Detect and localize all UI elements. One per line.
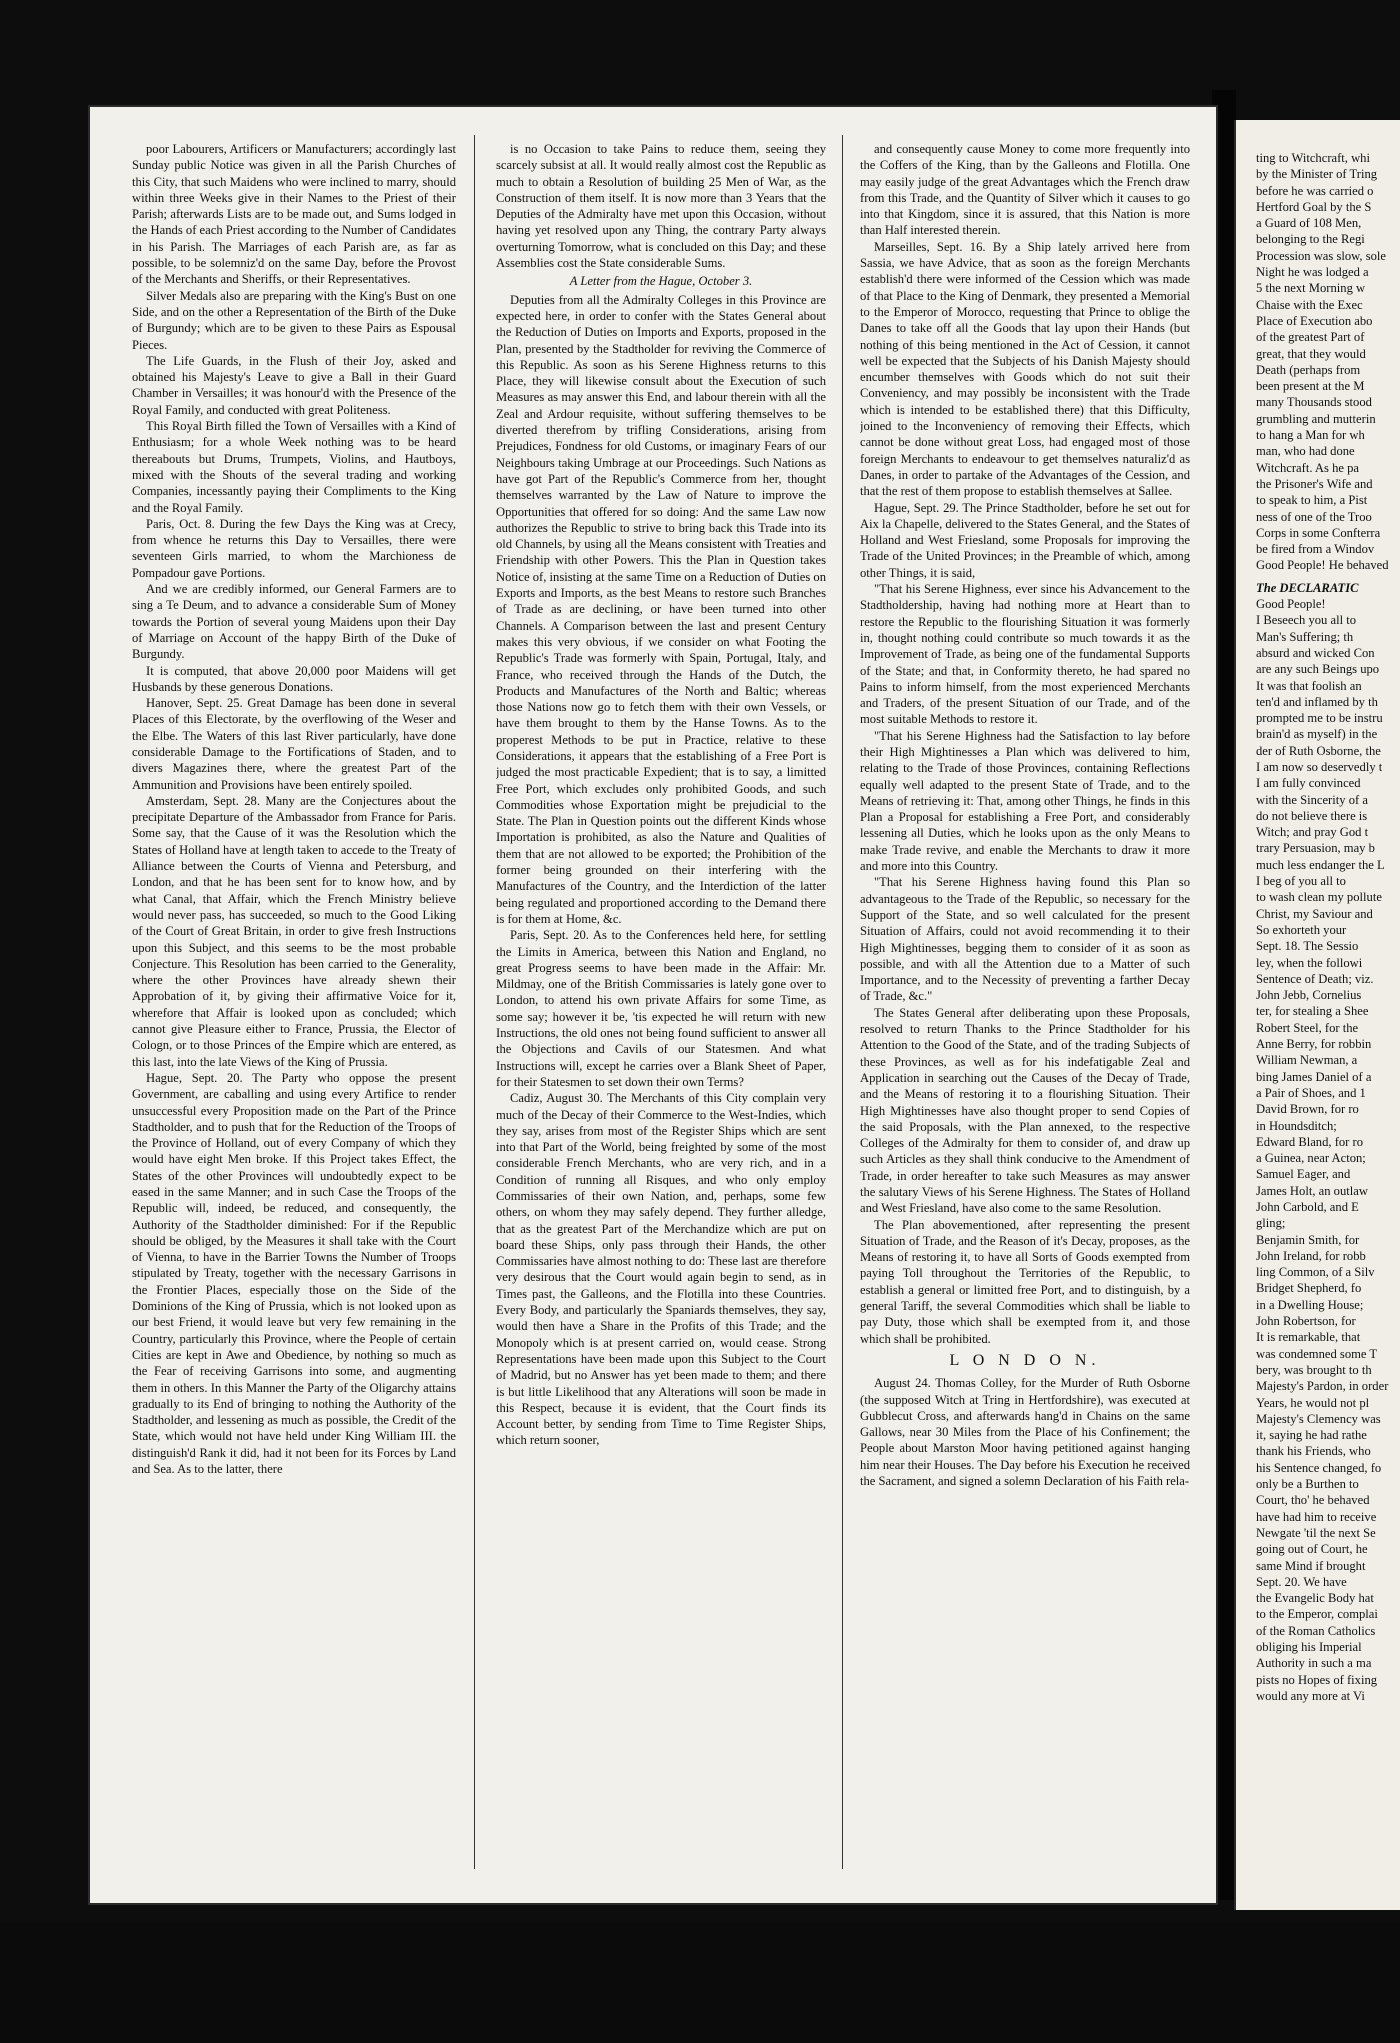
paragraph: And we are credibly informed, our General Farmers are to sing a Te Deum, and to advance a considerable Sum of Money towards the Portion of several young Maidens upon their Day of Marriage on Account of the happy Birth of the Duke of Burgundy. [132, 582, 456, 662]
column-middle [496, 141, 826, 1869]
paragraph: Hague, Sept. 29. The Prince Stadtholder, before he set out for Aix la Chapelle, delivered to the States General, and the States of Holland and West Friesland, some Proposals for improving the Trade of the United Provinces; in the Preamble of which, among other Things, it is said, [860, 500, 1190, 580]
fragment-line: Sentence of Death; viz. [1256, 971, 1374, 986]
fragment-line: would any more at Vi [1256, 1688, 1365, 1703]
paragraph: poor Labourers, Artificers or Manufacturers; accordingly last Sunday public Notice was given in all the Parish Churches of this City, that such Maidens who were inclined to marry, should within three Weeks give in their Names to the Priest of their Parish; afterwards Lists are to be made out, and Sums lodged in the Hands of each Priest according to the Number of Candidates in his Parish. The Marriages of each Parish are, as far as possible, to be solemniz'd on the same Day, before the Provost of the Merchants and Sheriffs, or their Representatives. [132, 142, 456, 287]
fragment-line: Corps in some Confterra [1256, 525, 1381, 540]
fragment-line: der of Ruth Osborne, the [1256, 743, 1381, 758]
scan-background [0, 1923, 1400, 2043]
fragment-line: of the Roman Catholics [1256, 1623, 1376, 1638]
fragment-line: a Pair of Shoes, and 1 [1256, 1085, 1366, 1100]
column-rule [842, 135, 843, 1869]
fragment-line: brain'd as myself) in the [1256, 727, 1378, 742]
fragment-line: So exhorteth your [1256, 922, 1347, 937]
fragment-line: belonging to the Regi [1256, 232, 1365, 247]
paragraph: Hanover, Sept. 25. Great Damage has been done in several Places of this Electorate, by the overflowing of the Weser and the Elbe. The Waters of this last River particularly, have done considerable Damage to the Fortifications of Staden, and to divers Magazines there, where the greatest Part of the Ammunition and Provisions have been entirely spoiled. [132, 696, 456, 792]
fragment-line: Newgate 'til the next Se [1256, 1525, 1376, 1540]
paragraph: Cadiz, August 30. The Merchants of this City complain very much of the Decay of their Commerce to the West-Indies, which they say, arises from most of the Register Ships which are sent into that Part of the World, being freighted by some of the most considerable French Merchants, who are very rich, and in a Condition of running all Risques, and who only employ Commissaries of their own Nation, and, perhaps, some few others, on whom they may safely depend. They further alledge, that as the greatest Part of the Merchandize which are put on board these Ships, only pass through their Hands, the other Commissaries have almost nothing to do: These last are therefore very desirous that the Court would again begin to send, as in Times past, the Galleons, and the Flotilla into these Countries. Every Body, and particularly the Spaniards themselves, they say, would then have a Share in the Profits of this Trade; and the Monopoly which is at present carried on, would cease. Strong Representations have been made upon this Subject to the Court of Madrid, but no Answer has yet been made to them; and there is but little Likelihood that any Alterations will soon be made in this Respect, because it is evident, that the Court finds its Account better, by sending from Time to Time Register Ships, which return sooner, [496, 1091, 826, 1448]
fragment-line: same Mind if brought [1256, 1558, 1366, 1573]
fragment-line: The DECLARATIC [1256, 580, 1359, 595]
fragment-line: ting to Witchcraft, whi [1256, 151, 1370, 165]
section-banner-london: L O N D O N. [949, 1351, 1101, 1369]
fragment-line: John Jebb, Cornelius [1256, 988, 1362, 1003]
fragment-line: Night he was lodged a [1256, 265, 1369, 280]
fragment-line: before he was carried o [1256, 183, 1374, 198]
fragment-line: a Guard of 108 Men, [1256, 216, 1362, 231]
column-rule [474, 135, 475, 1869]
fragment-line: Samuel Eager, and [1256, 1167, 1351, 1182]
fragment-line: ter, for stealing a Shee [1256, 1004, 1369, 1019]
fragment-line: John Carbold, and E [1256, 1200, 1359, 1214]
paragraph: and consequently cause Money to come more frequently into the Coffers of the King, than by the Galleons and Flotilla. One may easily judge of the great Advantages which the French draw from this Trade, and the Quantity of Silver which it causes to go into that Kingdom, since it is assured, that this Nation is more than Half interested therein. [860, 142, 1190, 238]
paragraph: The Plan abovementioned, after representing the present Situation of Trade, and the Reason of it's Decay, proposes, as the Means of restoring it, to have all Sorts of Goods exempted from paying Toll throughout the Territories of the Republic, to establish a general or limitted free Port, and to distinguish, by a general Tariff, the several Commodities which shall be liable to pay Duty, those which shall be exempted from it, and those which shall be prohibited. [860, 1217, 1190, 1346]
adjacent-page-fragment [1234, 120, 1400, 1910]
fragment-line: have had him to receive [1256, 1509, 1377, 1524]
fragment-line: William Newman, a [1256, 1053, 1358, 1068]
fragment-line: Witch; and pray God t [1256, 825, 1369, 840]
fragment-line: prompted me to be instru [1256, 711, 1383, 726]
fragment-line: Majesty's Pardon, in order [1256, 1379, 1389, 1394]
fragment-line: to speak to him, a Pist [1256, 493, 1368, 508]
fragment-line: I am now so deservedly t [1256, 759, 1383, 774]
fragment-line: I beg of you all to [1256, 874, 1346, 889]
fragment-line: the Evangelic Body hat [1256, 1591, 1374, 1606]
fragment-line: are any such Beings upo [1256, 662, 1380, 677]
fragment-line: absurd and wicked Con [1256, 645, 1375, 660]
fragment-line: John Robertson, for [1256, 1314, 1356, 1329]
fragment-line: Benjamin Smith, for [1256, 1232, 1360, 1247]
fragment-line: Authority in such a ma [1256, 1656, 1372, 1671]
fragment-line: Good People! He behaved [1256, 558, 1389, 573]
fragment-line: Good People! [1256, 597, 1326, 612]
paragraph: August 24. Thomas Colley, for the Murder of Ruth Osborne (the supposed Witch at Tring in Hertfordshire), was executed at Gubblecut Cross, and afterwards hang'd in Chains on the same Gallows, near 30 Miles from the Place of his Confinement; the People about Marston Moor having petitioned against hanging him near their Houses. The Day before his Execution he received the Sacrament, and signed a solemn Declaration of his Faith rela- [860, 1376, 1190, 1489]
fragment-column [1256, 150, 1400, 1880]
fragment-line: bery, was brought to th [1256, 1362, 1372, 1377]
fragment-line: Sept. 20. We have [1256, 1574, 1347, 1589]
paragraph: Marseilles, Sept. 16. By a Ship lately arrived here from Sassia, we have Advice, that as soon as the foreign Merchants establish'd there were informed of the Cession which was made of that Place to the King of Denmark, they presented a Memorial to the Emperor of Morocco, requesting that Prince to oblige the Danes to take off all the Goods that lay upon their Hands (but nothing of this being mentioned in the Act of Cession, it cannot well be expected that the Subjects of his Danish Majesty should encumber themselves with Goods which do not suit their Conveniency, and may possibly be inconsistent with the Trade which is intended to be established there) that this Difficulty, joined to the Inconveniency of removing their Effects, which cannot be done without great Loss, had engaged most of those foreign Merchants to endeavour to get themselves naturaliz'd as Danes, in order to partake of the Advantages of the Cession, and that the rest of them propose to establish themselves at Sallee. [860, 239, 1190, 499]
fragment-line: going out of Court, he [1256, 1542, 1368, 1557]
fragment-line: Court, tho' he behaved [1256, 1493, 1370, 1508]
fragment-line: it, saying he had rathe [1256, 1428, 1367, 1443]
fragment-line: ley, when the followi [1256, 955, 1363, 970]
fragment-line: I Beseech you all to [1256, 613, 1357, 628]
fragment-line: John Ireland, for robb [1256, 1248, 1366, 1263]
fragment-line: Chaise with the Exec [1256, 297, 1363, 312]
fragment-line: ling Common, of a Silv [1256, 1265, 1375, 1280]
fragment-line: was condemned some T [1256, 1346, 1378, 1361]
fragment-line: thank his Friends, who [1256, 1444, 1371, 1459]
fragment-line: Death (perhaps from [1256, 362, 1361, 377]
fragment-line: much less endanger the L [1256, 857, 1385, 872]
fragment-line: only be a Burthen to [1256, 1477, 1359, 1492]
fragment-line: I am fully convinced [1256, 776, 1361, 791]
fragment-line: bing James Daniel of a [1256, 1069, 1372, 1084]
fragment-line: pists no Hopes of fixing [1256, 1672, 1378, 1687]
fragment-line: David Brown, for ro [1256, 1102, 1359, 1117]
fragment-line: obliging his Imperial [1256, 1640, 1362, 1655]
fragment-line: to the Emperor, complai [1256, 1607, 1378, 1622]
newspaper-page [88, 105, 1218, 1905]
fragment-line: a Guinea, near Acton; [1256, 1151, 1366, 1166]
paragraph: It is computed, that above 20,000 poor Maidens will get Husbands by these generous Donations. [132, 663, 456, 694]
fragment-line: to hang a Man for wh [1256, 428, 1365, 443]
paragraph: is no Occasion to take Pains to reduce them, seeing they scarcely subsist at all. It would really almost cost the Republic as much to obtain a Resolution of building 25 Men of War, as the Construction of them itself. It is now more than 3 Years that the Deputies of the Admiralty have met upon this Occasion, without having yet resolved upon any Thing, the contrary Party always overturning Tomorrow, what is concluded on this Day; and these Assemblies cost the State considerable Sums. [496, 142, 826, 271]
fragment-line: many Thousands stood [1256, 395, 1372, 410]
fragment-line: Place of Execution abo [1256, 313, 1373, 328]
paragraph: "That his Serene Highness had the Satisfaction to lay before their High Mightinesses a Plan which was delivered to him, relating to the Trade of those Provinces, containing Reflections equally well adapted to the present State of Trade, and to the Means of retrieving it: That, among other Things, he finds in this Plan a Proposal for establishing a Free Port, and considerably lessening all Duties, which he looks upon as the only Means to make Trade revive, and enable the Merchants to draw it more and more into this Country. [860, 728, 1190, 874]
paragraph: This Royal Birth filled the Town of Versailles with a Kind of Enthusiasm; for a whole Week nothing was to be heard thereabouts but Drums, Trumpets, Violins, and Hautboys, mixed with the Shouts of the several trading and working Companies, incessantly paying their Compliments to the King and the Royal Family. [132, 419, 456, 515]
fragment-line: It was that foolish an [1256, 678, 1362, 693]
fragment-line: Anne Berry, for robbin [1256, 1037, 1372, 1052]
fragment-line: trary Persuasion, may b [1256, 841, 1375, 856]
paragraph: Hague, Sept. 20. The Party who oppose the present Government, are caballing and using every Artifice to render unsuccessful every Proposition made on the Part of the Prince Stadtholder, and to push that for the Reduction of the Troops of the Province of Holland, out of every Company of which they would have eight Men broke. If this Project takes Effect, the States of the other Provinces will undoubtedly expect to be eased in the same Manner; and in such Case the Troops of the Republic will, indeed, be reduced, and consequently, the Authority of the Stadtholder diminished: For if the Republic should be obliged, by the Measures it shall take with the Court of Vienna, to have in the Barrier Towns the Number of Troops stipulated by Treaty, together with the necessary Garrisons in the Frontier Places, especially those on the Side of the Dominions of the King of Prussia, which is not looked upon as our best Friend, it would leave but very few remaining in the Country, particularly this Province, where the People of certain Cities are kept in Awe and Obedience, by nothing so much as the Fear of receiving Garrisons into some, and augmenting them in others. In this Manner the Party of the Oligarchy attains gradually to its End of bringing to nothing the Authority of the Stadtholder, and lessening as much as possible, the Credit of the State, which would not have held under King William III. the distinguish'd Rank it did, had it not been for its Forces by Land and Sea. As to the latter, there [132, 1070, 456, 1477]
fragment-line: in Houndsditch; [1256, 1118, 1337, 1133]
fragment-line: Edward Bland, for ro [1256, 1134, 1364, 1149]
paragraph: "That his Serene Highness, ever since his Advancement to the Stadtholdership, having had nothing more at Heart than to restore the Republic to the flourishing Situation it was formerly in, thought nothing could contribute so much towards it as the Improvement of Trade, as being one of the fundamental Supports of the State; and that, in Conformity thereto, he had spared no Pains to inform himself, from the most experienced Merchants and Traders, of the present Situation of our Trade, and of the most suitable Methods to restore it. [860, 582, 1190, 727]
fragment-line: ten'd and inflamed by th [1256, 694, 1378, 709]
paragraph: The States General after deliberating upon these Proposals, resolved to return Thanks to the Prince Stadtholder for his Attention to the Good of the State, and of the trading Subjects of these Provinces, as well as for his indefatigable Zeal and Application in searching out the Causes of the Decay of Trade, and the Means of restoring it to a flourishing Situation. Their High Mightinesses have also thought proper to send Copies of the said Proposals, with the Plan annexed, to the respective Colleges of the Admiralty for them to consider of, and draw up such Articles as they shall think conducive to the Amendment of Trade, in order hereafter to take such Measures as may answer the salutary Views of his Serene Highness. The States of Holland and West Friesland, have also come to the same Resolution. [860, 1005, 1190, 1216]
paragraph: The Life Guards, in the Flush of their Joy, asked and obtained his Majesty's Leave to give a Ball in their Guard Chamber in Versailles; it was honour'd with the Presence of the Royal Family, and conducted with great Politeness. [132, 353, 456, 417]
paragraph: "That his Serene Highness having found this Plan so advantageous to the Trade of the Republic, so necessary for the Support of the State, and so well calculated for the present Situation of Affairs, could not avoid recommending it to their High Mightinesses, begging them to consider of it as soon as possible, and with all the Attention due to a Matter of such Importance, and to the Necessity of preventing a farther Decay of Trade, &c." [860, 875, 1190, 1004]
column-right [860, 141, 1190, 1869]
fragment-line: be fired from a Windov [1256, 542, 1375, 557]
paragraph: Deputies from all the Admiralty Colleges in this Province are expected here, in order to confer with the States General about the Reduction of Duties on Imports and Exports, proposed in the Plan, presented by the Stadtholder for reviving the Commerce of this Republic. As soon as his Serene Highness returns to this Place, they will likewise consult about the Execution of such Measures as may answer this End, and labour therein with all the Zeal and Ardour requisite, without suffering themselves to be diverted therefrom by trifling Considerations, arising from Prejudices, Fondness for old Customs, or imaginary Fears of our Neighbours taking Umbrage at our Proceedings. Such Nations as have got Part of the Republic's Commerce from her, thought themselves warranted by the Law of Nature to improve the Opportunities that offered for so doing: And the same Law now authorizes the Republic to strive to bring back this Trade into its old Channels, by using all the Means consistent with Treaties and Friendship with other Powers. This the Plan in Question takes Notice of, insisting at the same Time on a Reduction of Duties on Exports and Imports, as the best Means to restore such Branches of Trade as are declining, or have been turned into other Channels. A Comparison between the last and present Century makes this very obvious, if we consider on what Footing the Republic's Trade was formerly with Spain, Portugal, Italy, and France, who received through the Hands of the Dutch, the Products and Manufactures of the North and Baltic; whereas those Nations now go to fetch them with their own Vessels, or have them brought to them by the Hanse Towns. As to the properest Methods to be put in Practice, relative to these Considerations, it appears that the establishing of a Free Port is judged the most practicable Expedient; that is to say, a limitted Free Port, which excludes only prohibited Goods, and such Commodities whose Exportation might be prejudicial to the State. The Plan in Question points out the different Kinds whose Importation is prohibited, as also the Nature and Qualities of them that are not allowed to be exported; the Prohibition of the former being grounded on their interfering with the Manufactures of the Country, and the Interdiction of the latter being regulated and proportioned according to the Demand there is for them at Home, &c. [496, 292, 826, 926]
fragment-line: do not believe there is [1256, 808, 1368, 823]
fragment-line: man, who had done [1256, 444, 1355, 459]
paragraph: Paris, Sept. 20. As to the Conferences held here, for settling the Limits in America, between this Nation and England, no great Progress seems to have been made in the Affair: Mr. Mildmay, one of the British Commissaries is lately gone over to London, to attend his own private Affairs for some Time, as some say; however it be, 'tis expected he will return with new Instructions, the old ones not being found sufficient to answer all the Objections and Cavils of our Statesmen. And what Instructions will, except he carries over a Blank Sheet of Paper, for their Statesmen to set down their own Terms? [496, 928, 826, 1089]
fragment-line: It is remarkable, that [1256, 1330, 1361, 1345]
fragment-line: Majesty's Clemency was [1256, 1411, 1381, 1426]
fragment-line: with the Sincerity of a [1256, 792, 1368, 807]
fragment-line: Years, he would not pl [1256, 1395, 1370, 1410]
fragment-line: grumbling and mutterin [1256, 411, 1376, 426]
fragment-line: Procession was slow, sole [1256, 248, 1387, 263]
fragment-line: his Sentence changed, fo [1256, 1460, 1382, 1475]
fragment-line: Hertford Goal by the S [1256, 199, 1372, 214]
fragment-line: Bridget Shepherd, fo [1256, 1281, 1362, 1296]
fragment-line: Witchcraft. As he pa [1256, 460, 1360, 475]
fragment-line: Sept. 18. The Sessio [1256, 939, 1359, 954]
paragraph: Amsterdam, Sept. 28. Many are the Conjectures about the precipitate Departure of the Ambassador from France for Paris. Some say, that the Cause of it was the Resolution which the States of Holland have at length taken to accede to the Treaty of Alliance between the Courts of Vienna and Petersburg, and London, and that he has been sent for to know how, and by what Canal, that Affair, which the French Ministry believe would never pass, has succeeded, so much to the Good Liking of the Court of Great Britain, in order to give fresh Instructions upon this Subject, and this seems to be the most probable Conjecture. This Resolution has been carried to the Generality, where the other Provinces have already shewn their Approbation of it, by giving their affirmative Voice for it, wherefore that Affair is looked upon as concluded; which cannot give Pleasure either to France, Prussia, the Elector of Cologn, or to those Princes of the Empire which are entered, as this last, into the late Views of the King of Prussia. [132, 793, 456, 1069]
fragment-line: great, that they would [1256, 346, 1366, 361]
fragment-line: Christ, my Saviour and [1256, 906, 1373, 921]
fragment-line: by the Minister of Tring [1256, 167, 1378, 182]
fragment-line: in a Dwelling House; [1256, 1297, 1364, 1312]
fragment-line: James Holt, an outlaw [1256, 1183, 1368, 1198]
section-heading: A Letter from the Hague, October 3. [569, 274, 753, 289]
fragment-line: of the greatest Part of [1256, 330, 1365, 345]
paragraph: Silver Medals also are preparing with the King's Bust on one Side, and on the other a Representation of the Birth of the Duke of Burgundy; which are to be given to these Pairs as Espousal Pieces. [132, 288, 456, 352]
fragment-line: the Prisoner's Wife and [1256, 476, 1373, 491]
fragment-line: to wash clean my pollute [1256, 890, 1382, 905]
fragment-line: Man's Suffering; th [1256, 629, 1354, 644]
paragraph: Paris, Oct. 8. During the few Days the King was at Crecy, from whence he returns this Day to Versailles, there were seventeen Girls married, to whom the Marchioness de Pompadour gave Portions. [132, 516, 456, 580]
fragment-line: gling; [1256, 1216, 1286, 1231]
column-left [132, 141, 456, 1869]
fragment-line: 5 the next Morning w [1256, 281, 1366, 296]
fragment-line: been present at the M [1256, 379, 1365, 394]
fragment-line: ness of one of the Troo [1256, 509, 1372, 524]
fragment-line: Robert Steel, for the [1256, 1020, 1359, 1035]
